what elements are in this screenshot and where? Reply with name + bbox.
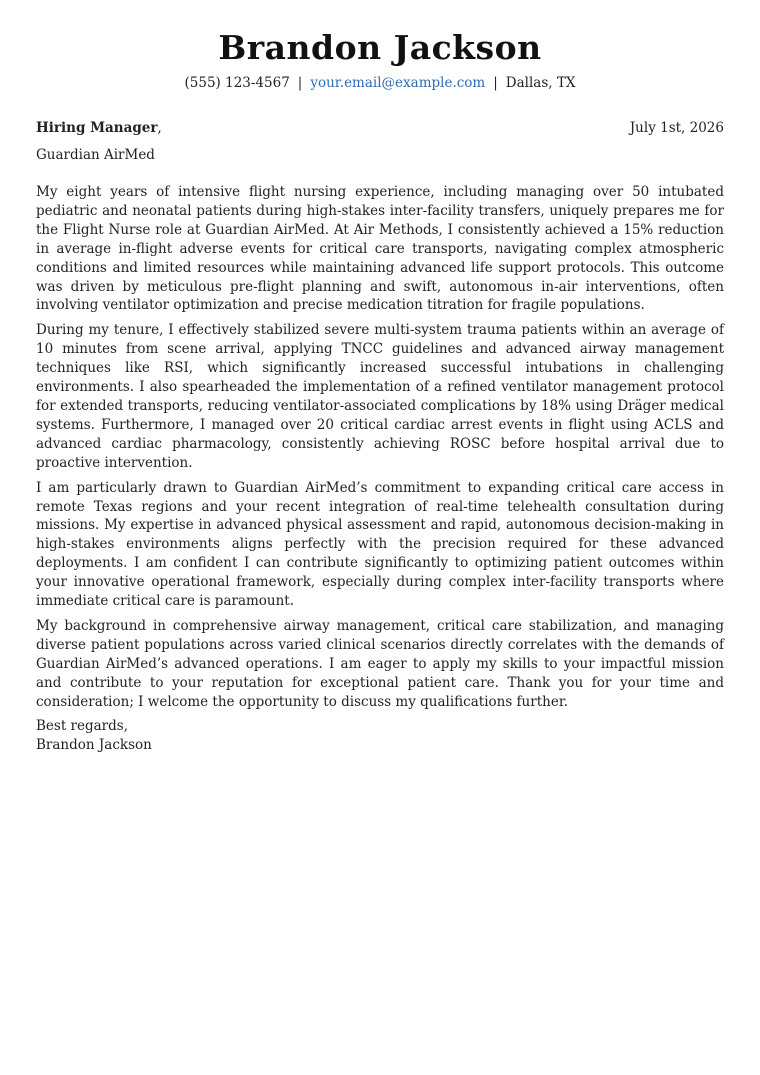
recipient-date-row	[36, 118, 724, 138]
body-paragraph: I am particularly drawn to Guardian AirMed’s commitment to expanding critical care access in remote Texas regions and your recent integration of real-time telehealth consultation during missions. My expertise in advanced physical assessment and rapid, autonomous decision-making in high-stakes environments aligns perfectly with the precision required for these advanced deployments. I am confident I can contribute significantly to optimizing patient outcomes within your innovative operational framework, especially during complex inter-facility transports where immediate critical care is paramount.	[36, 479, 724, 610]
letter-date: July 1st, 2026	[629, 120, 724, 136]
email-link[interactable]: your.email@example.com	[310, 75, 486, 91]
signature-name: Brandon Jackson	[36, 737, 152, 754]
letter-body	[36, 183, 724, 711]
location: Dallas, TX	[505, 75, 576, 91]
body-paragraph: During my tenure, I effectively stabilized severe multi-system trauma patients within an average of 10 minutes from scene arrival, applying TNCC guidelines and advanced airway management techniques like RSI, which significantly increased successful intubations in challenging environments. I also spearheaded the implementation of a refined ventilator management protocol for extended transports, reducing ventilator-associated complications by 18% using Dräger medical systems. Furthermore, I managed over 20 critical cardiac arrest events in flight using ACLS and advanced cardiac pharmacology, consistently achieving ROSC before hospital arrival due to proactive intervention.	[36, 322, 724, 471]
recipient-line	[36, 118, 162, 138]
contact-separator: |	[297, 75, 303, 91]
recipient-company: Guardian AirMed	[36, 147, 155, 163]
contact-line	[36, 73, 724, 93]
letter-header	[36, 0, 724, 93]
recipient-name: Hiring Manager	[36, 120, 158, 136]
letter-closing	[36, 717, 724, 755]
recipient-comma: ,	[157, 120, 162, 136]
body-paragraph: My eight years of intensive flight nursing experience, including managing over 50 intubated pediatric and neonatal patients during high-stakes inter-facility transfers, uniquely prepares me for the Flight Nurse role at Guardian AirMed. At Air Methods, I consistently achieved a 15% reduction in average in-flight adverse events for critical care transports, navigating complex atmospheric conditions and limited resources while maintaining advanced life support protocols. This outcome was driven by meticulous pre-flight planning and swift, autonomous in-air interventions, often involving ventilator optimization and precise medication titration for fragile populations.	[36, 184, 724, 314]
contact-separator: |	[493, 75, 498, 91]
phone-number: (555) 123-4567	[184, 75, 290, 91]
body-paragraph: My background in comprehensive airway management, critical care stabilization, and managing diverse patient populations across varied clinical scenarios directly correlates with the demands of Guardian AirMed’s advanced operations. I am eager to apply my skills to your impactful mission and contribute to your reputation for exceptional patient care. Thank you for your time and consideration; I welcome the opportunity to discuss my qualifications further.	[36, 617, 724, 710]
closing-salutation: Best regards,	[36, 718, 129, 735]
applicant-name: Brandon Jackson	[218, 28, 542, 67]
